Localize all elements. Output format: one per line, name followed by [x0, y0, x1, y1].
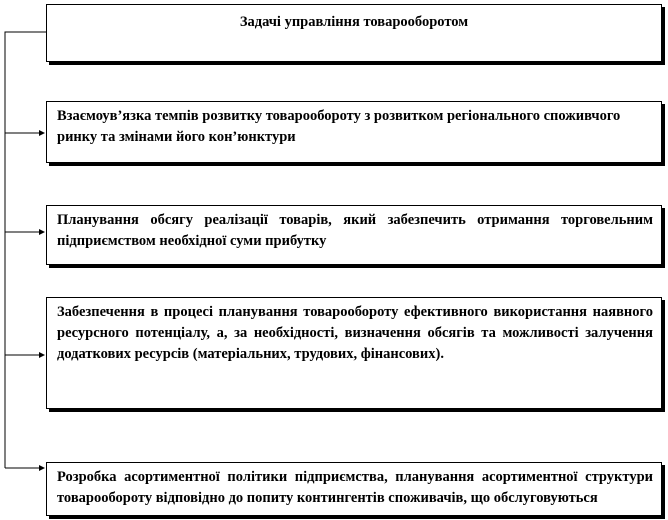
- task-box-3: Забезпечення в процесі планування товарообороту ефективного використання наявного ресурсного потенціалу, а, за необхідності, визначення обсягів та можливості залучення додаткових ресурсів (матеріальних, трудових, фінансових).: [46, 297, 662, 409]
- trunk-line: [5, 32, 46, 468]
- task-box-1: Взаємоув’язка темпів розвитку товарообороту з розвитком регіонального споживчого ринку та змінами його кон’юнктури: [46, 101, 662, 163]
- diagram-title: Задачі управління товарооборотом: [46, 4, 662, 62]
- task-box-2: Планування обсягу реалізації товарів, який забезпечить отримання торговельним підприємством необхідної суми прибутку: [46, 205, 662, 265]
- task-box-4: Розробка асортиментної політики підприємства, планування асортиментної структури товарообороту відповідно до попиту контингентів споживачів, що обслуговуються: [46, 462, 662, 516]
